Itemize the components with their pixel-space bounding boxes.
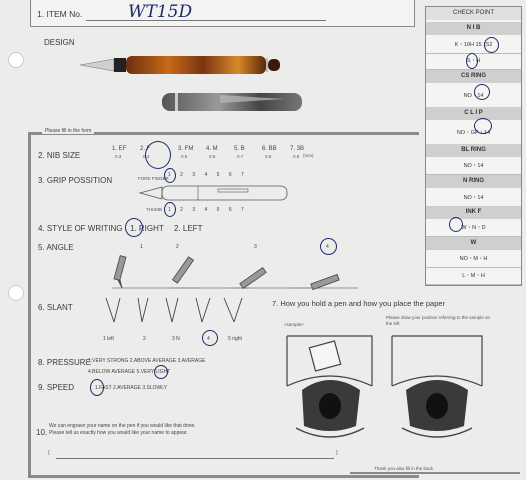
engrave-text-2: Please tell us exactly how you would like your name to appear. — [49, 430, 188, 436]
cp-head-w: W — [426, 237, 521, 250]
nib-size-mm: 0.9 — [293, 154, 300, 159]
cp-head-nib: N I B — [426, 22, 521, 35]
pressure-label: 8. PRESSURE — [38, 358, 91, 367]
fore-finger-scale: 1 2 3 4 5 6 7 — [168, 172, 248, 178]
angle-diagrams — [100, 250, 360, 292]
circle-mark — [474, 84, 490, 100]
thumb-scale: 1 2 3 4 5 6 7 — [168, 207, 248, 213]
circle-mark — [164, 202, 176, 217]
paper-note: Please draw your position referring to the sample on the left. — [386, 315, 491, 326]
engrave-number: 10. — [36, 428, 48, 437]
binder-hole — [8, 285, 24, 301]
circle-mark — [474, 118, 492, 134]
cp-clip-value[interactable]: NO・GP・14 — [426, 122, 521, 145]
cp-nib-value-2[interactable]: S・H — [426, 53, 521, 70]
cp-head-bl-ring: BL RING — [426, 144, 521, 157]
cp-head-cs-ring: CS RING — [426, 70, 521, 83]
circle-mark — [202, 330, 218, 346]
nib-size-option[interactable]: 3. FM — [178, 146, 194, 152]
slant-num-3: 3 N — [172, 336, 180, 342]
footer-note: Thank you also fill in the back — [374, 466, 434, 471]
nib-size-option[interactable]: 7. 3B — [290, 146, 305, 152]
angle-num-4: 4 — [326, 244, 329, 250]
style-right-option[interactable]: 1. RIGHT — [130, 224, 164, 233]
pen-illustration — [70, 45, 310, 120]
nib-size-mm: 0.8 — [265, 154, 272, 159]
cp-w-value-2[interactable]: L・M・H — [426, 268, 521, 285]
cp-bl-ring-value[interactable]: NO・14 — [426, 158, 521, 175]
cp-ink-value[interactable]: W・N・D — [426, 220, 521, 237]
check-point-panel — [425, 6, 522, 286]
engrave-close-paren: ) — [336, 450, 338, 456]
style-left-option[interactable]: 2. LEFT — [174, 224, 203, 233]
grip-label: 3. GRIP POSSITION — [38, 176, 113, 185]
slant-num-1: 1 left — [103, 336, 114, 342]
nib-size-mm: 0.7 — [237, 154, 244, 159]
slant-num-4: 4 — [207, 336, 210, 342]
nib-size-mm: 0.4 — [143, 154, 150, 159]
engrave-open-paren: ( — [48, 450, 50, 456]
nib-size-mm: 0.5 — [181, 154, 188, 159]
cp-cs-ring-value[interactable]: NO・14 — [426, 85, 521, 108]
slant-num-2: 2 — [143, 336, 146, 342]
sample-label: <sample> — [284, 322, 304, 327]
cp-head-clip: C L I P — [426, 107, 521, 120]
circle-mark — [466, 53, 478, 69]
nib-size-label: 2. NIB SIZE — [38, 151, 81, 160]
footer-rule — [350, 472, 520, 474]
cp-head-ink: INK F — [426, 206, 521, 219]
design-label: DESIGN — [44, 38, 75, 47]
item-label: 1. ITEM No. — [37, 9, 83, 19]
circle-mark — [154, 365, 168, 379]
engrave-text-1: We can engrave your name on the pen if you would like that done. — [49, 423, 196, 429]
engrave-input-line[interactable] — [56, 458, 334, 459]
item-number-handwritten[interactable]: WT15D — [128, 2, 193, 22]
circle-mark — [90, 379, 104, 396]
pressure-options-line1[interactable]: 1.VERY STRONG 2.ABOVE AVERAGE 3.AVERAGE — [88, 358, 206, 364]
item-box — [30, 0, 415, 27]
circle-mark — [125, 218, 143, 237]
nib-size-mm: 0.3 — [115, 154, 122, 159]
check-point-title: CHECK POINT — [426, 7, 521, 20]
posture-diagrams — [282, 326, 502, 446]
nib-size-option[interactable]: 1. EF — [112, 146, 127, 152]
nib-size-option[interactable]: 5. B — [234, 146, 245, 152]
pressure-options-line2[interactable]: 4.BELOW AVERAGE 5.VERY LIGHT — [88, 369, 171, 375]
fore-finger-label: FORE FINGER — [138, 176, 169, 181]
paper-label: 7. How you hold a pen and how you place the paper — [272, 299, 446, 308]
slant-num-5: 5 right — [228, 336, 242, 342]
nib-size-option[interactable]: 4. M — [206, 146, 218, 152]
nib-size-unit: (mm) — [303, 153, 314, 158]
nib-size-option[interactable]: 6. BB — [262, 146, 277, 152]
style-label: 4. STYLE OF WRITING — [38, 224, 123, 233]
circle-mark — [449, 217, 463, 232]
speed-label: 9. SPEED — [38, 383, 75, 392]
nib-size-option[interactable]: 2. F — [140, 146, 151, 152]
grip-pen-outline — [138, 182, 293, 204]
thumb-label: THUMB — [146, 207, 162, 212]
angle-label: 5. ANGLE — [38, 243, 74, 252]
circle-mark — [145, 141, 171, 169]
cp-n-ring-value[interactable]: NO・14 — [426, 190, 521, 207]
angle-num-1: 1 — [140, 244, 143, 250]
cp-nib-value-1[interactable]: K・10H 15 152 — [426, 37, 521, 54]
angle-num-2: 2 — [176, 244, 179, 250]
form-hint: Please fill in the form — [42, 128, 94, 134]
slant-diagrams — [100, 296, 260, 328]
binder-hole — [8, 52, 24, 68]
circle-mark — [164, 168, 176, 183]
nib-size-mm: 0.6 — [209, 154, 216, 159]
angle-num-3: 3 — [254, 244, 257, 250]
cp-head-n-ring: N RING — [426, 175, 521, 188]
speed-options[interactable]: 1.FAST 2.AVERAGE 3.SLOWLY — [95, 385, 167, 391]
item-underline — [86, 20, 326, 21]
slant-label: 6. SLANT — [38, 303, 73, 312]
cp-w-value-1[interactable]: NO・M・H — [426, 251, 521, 268]
circle-mark — [484, 37, 499, 53]
